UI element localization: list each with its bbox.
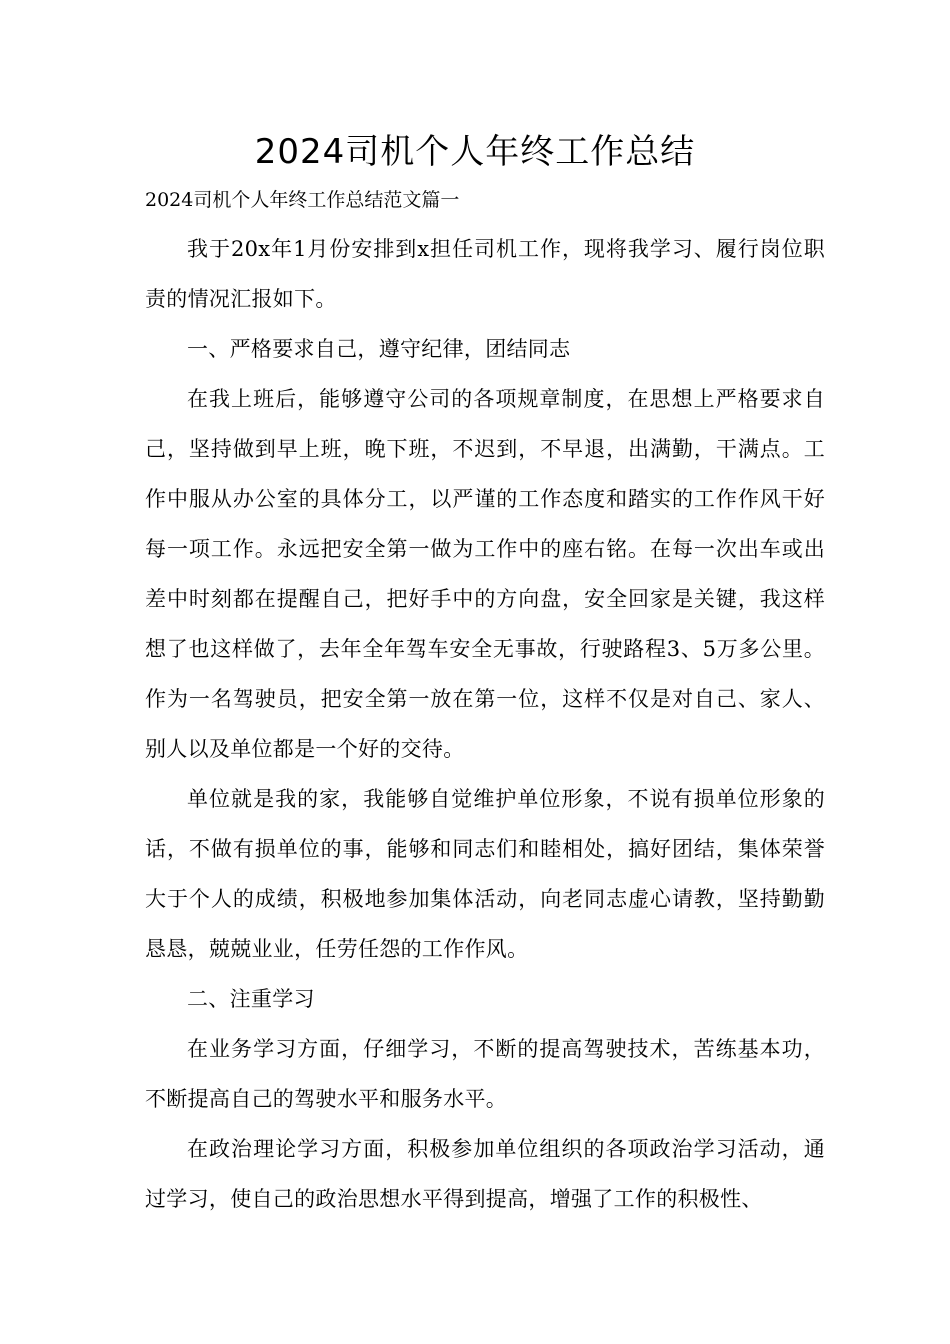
paragraph: 在政治理论学习方面，积极参加单位组织的各项政治学习活动，通过学习，使自己的政治思想水平得到提高，增强了工作的积极性、 [145,1137,825,1211]
document-body [145,224,825,1224]
section-heading: 二、注重学习 [187,987,315,1011]
section-heading: 一、严格要求自己，遵守纪律，团结同志 [187,337,571,361]
paragraph: 在我上班后，能够遵守公司的各项规章制度，在思想上严格要求自己，坚持做到早上班，晚下班，不迟到，不早退，出满勤，干满点。工作中服从办公室的具体分工，以严谨的工作态度和踏实的工作作风干好每一项工作。永远把安全第一做为工作中的座右铭。在每一次出车或出差中时刻都在提醒自己，把好手中的方向盘，安全回家是关键，我这样想了也这样做了，去年全年驾车安全无事故，行驶路程3、5万多公里。作为一名驾驶员，把安全第一放在第一位，这样不仅是对自己、家人、别人以及单位都是一个好的交待。 [145,387,825,761]
paragraph: 单位就是我的家，我能够自觉维护单位形象，不说有损单位形象的话，不做有损单位的事，能够和同志们和睦相处，搞好团结，集体荣誉大于个人的成绩，积极地参加集体活动，向老同志虚心请教，坚持勤勤恳恳，兢兢业业，任劳任怨的工作作风。 [145,787,825,961]
paragraph: 在业务学习方面，仔细学习，不断的提高驾驶技术，苦练基本功，不断提高自己的驾驶水平和服务水平。 [145,1037,825,1111]
document-title: 2024司机个人年终工作总结 [254,132,696,172]
paragraph: 我于20x年1月份安排到x担任司机工作，现将我学习、履行岗位职责的情况汇报如下。 [145,237,825,311]
document-subtitle: 2024司机个人年终工作总结范文篇一 [145,189,460,211]
